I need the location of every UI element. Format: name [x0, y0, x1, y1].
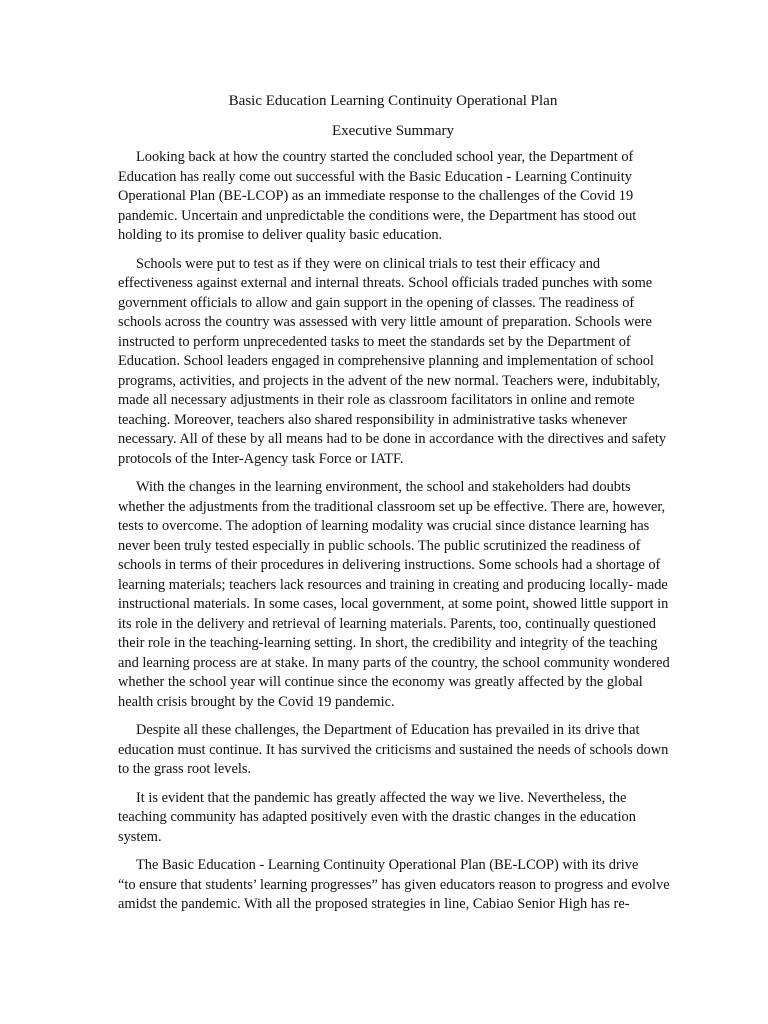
- paragraph-line: tests to overcome. The adoption of learning modality was crucial since distance learning has: [118, 518, 650, 534]
- document-title: Basic Education Learning Continuity Operational Plan: [228, 93, 558, 109]
- paragraph-line: holding to its promise to deliver quality basic education.: [118, 227, 443, 243]
- paragraph-line: protocols of the Inter-Agency task Force or IATF.: [118, 450, 404, 467]
- paragraph: [118, 789, 668, 848]
- paragraph-line: effectiveness against external and internal threats. School officials traded punches with some: [118, 275, 653, 291]
- paragraph-line: and learning process are at stake. In many parts of the country, the school community wondered: [118, 654, 670, 671]
- paragraph-line: schools in terms of their procedures in delivering instructions. Some schools had a shortage of: [118, 557, 661, 573]
- paragraph-line: education must continue. It has survived the criticisms and sustained the needs of schools down: [118, 741, 669, 758]
- paragraph-line: teaching community has adapted positively even with the drastic changes in the education: [118, 809, 636, 825]
- paragraph-line: With the changes in the learning environment, the school and stakeholders had doubts: [136, 479, 631, 495]
- paragraph-line: system.: [118, 828, 162, 845]
- paragraph-line: schools across the country was assessed with very little amount of preparation. Schools were: [118, 314, 652, 330]
- paragraph-line: whether the adjustments from the traditional classroom set up be effective. There are, however,: [118, 498, 666, 515]
- paragraph-line: Despite all these challenges, the Department of Education has prevailed in its drive that: [136, 722, 640, 738]
- paragraph: [118, 856, 668, 915]
- paragraph-line: government officials to allow and gain support in the opening of classes. The readiness of: [118, 294, 635, 311]
- paragraph-line: whether the school year will continue since the economy was greatly affected by the global: [118, 674, 643, 690]
- paragraph: [118, 478, 668, 712]
- paragraph-line: instructional materials. In some cases, local government, at some point, showed little support in: [118, 596, 669, 612]
- paragraph-line: health crisis brought by the Covid 19 pandemic.: [118, 693, 395, 710]
- paragraph-line: Operational Plan (BE-LCOP) as an immediate response to the challenges of the Covid 19: [118, 188, 634, 204]
- paragraph-line: made all necessary adjustments in their role as classroom facilitators in online and remote: [118, 392, 635, 408]
- paragraph-line: Education has really come out successful with the Basic Education - Learning Continuity: [118, 168, 632, 185]
- paragraph-line: The Basic Education - Learning Continuity Operational Plan (BE-LCOP) with its drive: [136, 857, 639, 873]
- paragraph-line: teaching. Moreover, teachers also shared responsibility in administrative tasks whenever: [118, 411, 627, 428]
- paragraph-line: instructed to perform unprecedented tasks to meet the standards set by the Department of: [118, 333, 631, 350]
- paragraph-line: amidst the pandemic. With all the proposed strategies in line, Cabiao Senior High has re-: [118, 896, 630, 912]
- paragraph-line: their role in the teaching-learning setting. In short, the credibility and integrity of the teaching: [118, 635, 658, 651]
- paragraph-line: programs, activities, and projects in the advent of the new normal. Teachers were, indubitably,: [118, 372, 661, 389]
- paragraph-line: to the grass root levels.: [118, 761, 252, 777]
- document-body: [118, 148, 668, 915]
- paragraph-line: “to ensure that students’ learning progresses” has given educators reason to progress and evolve: [118, 876, 670, 893]
- paragraph-line: its role in the delivery and retrieval of learning materials. Parents, too, continually questioned: [118, 615, 656, 632]
- document-subtitle: Executive Summary: [331, 123, 455, 139]
- paragraph-line: learning materials; teachers lack resources and training in creating and producing locally- made: [118, 576, 668, 593]
- paragraph-line: pandemic. Uncertain and unpredictable the conditions were, the Department has stood out: [118, 207, 637, 224]
- paragraph-line: Looking back at how the country started the concluded school year, the Department of: [136, 149, 634, 165]
- paragraph-line: Education. School leaders engaged in comprehensive planning and implementation of school: [118, 353, 654, 369]
- paragraph-line: necessary. All of these by all means had to be done in accordance with the directives and safety: [118, 431, 667, 447]
- paragraph: [118, 721, 668, 780]
- paragraph: [118, 148, 668, 246]
- paragraph-line: It is evident that the pandemic has greatly affected the way we live. Nevertheless, the: [136, 789, 627, 806]
- paragraph-line: Schools were put to test as if they were on clinical trials to test their efficacy and: [136, 255, 601, 272]
- paragraph-line: never been truly tested especially in public schools. The public scrutinized the readiness of: [118, 537, 641, 554]
- paragraph: [118, 255, 668, 470]
